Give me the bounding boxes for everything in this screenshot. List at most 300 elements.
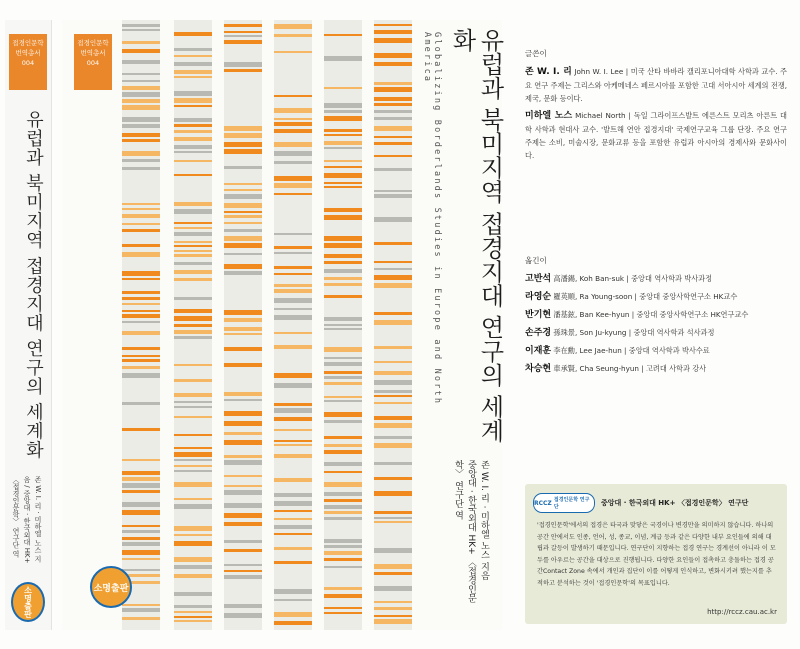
stripe-bar: [224, 48, 262, 53]
stripe-bar: [174, 98, 212, 103]
stripe-bar: [274, 220, 312, 225]
stripe-bar: [374, 485, 412, 488]
authors-heading: 글쓴이: [525, 49, 547, 58]
stripe-bar: [224, 156, 262, 161]
stripe-bar: [324, 492, 362, 496]
stripe-bar: [324, 342, 362, 344]
stripe-bar: [274, 433, 312, 437]
stripe-bar: [324, 551, 362, 555]
stripe-bar: [174, 118, 212, 122]
stripe-bar: [174, 197, 212, 200]
stripe-bar: [224, 236, 262, 241]
stripe-bar: [274, 567, 312, 572]
stripe-bar: [324, 261, 362, 264]
stripe-bar: [174, 348, 212, 352]
stripe-bar: [174, 379, 212, 382]
stripe-bar: [274, 360, 312, 365]
stripe-bar: [174, 250, 212, 252]
stripe-bar: [374, 202, 412, 207]
stripe-bar: [122, 510, 160, 515]
stripe-bar: [374, 168, 412, 171]
stripe-bar: [374, 548, 412, 553]
stripe-bar: [174, 110, 212, 113]
stripe-bar: [224, 253, 262, 255]
stripe-bar: [274, 408, 312, 413]
stripe-bar: [374, 564, 412, 569]
stripe-bar: [274, 289, 312, 293]
stripe-bar: [274, 448, 312, 450]
stripe-bar: [224, 613, 262, 618]
stripe-bar: [174, 410, 212, 412]
stripe-bar: [374, 126, 412, 131]
stripe-bar: [324, 594, 362, 598]
stripe-bar: [374, 217, 412, 222]
translator-roman: Ra Young-soon: [579, 292, 633, 301]
stripe-bar: [374, 517, 412, 519]
stripe-bar: [174, 254, 212, 257]
stripe-bar: [324, 566, 362, 568]
stripe-bar: [374, 82, 412, 85]
stripe-bar: [224, 522, 262, 526]
stripe-bar: [374, 142, 412, 145]
stripe-bar: [122, 99, 160, 103]
stripe-bar: [324, 124, 362, 126]
stripe-bar: [274, 308, 312, 310]
stripe-bar: [274, 88, 312, 91]
stripe-bar: [122, 409, 160, 414]
stripe-bar: [274, 424, 312, 426]
stripe-bar: [122, 558, 160, 560]
stripe-bar: [324, 499, 362, 502]
stripe-bar: [122, 113, 160, 115]
stripe-bar: [274, 429, 312, 431]
stripe-bar: [324, 24, 362, 26]
stripe-bar: [374, 117, 412, 120]
stripe-bar: [174, 406, 212, 408]
stripe-bar: [374, 312, 412, 315]
stripe-bar: [324, 134, 362, 136]
stripe-bar: [324, 532, 362, 536]
stripe-bar: [174, 620, 212, 622]
stripe-bar: [174, 354, 212, 359]
translator-hanja: 羅英順: [553, 292, 575, 301]
stripe-bar: [274, 227, 312, 231]
stripe-bar: [224, 80, 262, 85]
stripe-bar: [174, 292, 212, 295]
stripe-bar: [324, 303, 362, 307]
stripe-bar: [174, 459, 212, 461]
stripe-bar: [174, 324, 212, 327]
stripe-bar: [324, 335, 362, 340]
stripe-bar: [122, 381, 160, 383]
stripe-bar: [174, 440, 212, 445]
translator-name: 손주경: [525, 328, 552, 338]
translator-row: 반기현 潘基鉉, Ban Kee-hyun | 중앙대 중앙사학연구소 HK연구교수: [525, 310, 749, 320]
stripe-bar: [274, 193, 312, 195]
stripe-bar: [122, 41, 160, 44]
stripe-bar: [324, 222, 362, 227]
stripe-bar: [324, 619, 362, 623]
translator-hanja: 潘基鉉: [553, 310, 575, 319]
stripe-bar: [324, 420, 362, 423]
book-title: 유럽과 북미지역 접경지대 연구의 세계화: [448, 28, 504, 443]
stripe-bar: [324, 311, 362, 314]
stripe-bar: [324, 400, 362, 402]
stripe-bar: [374, 30, 412, 34]
stripe-bar: [122, 177, 160, 180]
stripe-bar: [122, 278, 160, 280]
stripe-bar: [324, 426, 362, 431]
stripe-bar: [324, 160, 362, 162]
stripe-bar: [374, 210, 412, 212]
rccz-logo: [533, 493, 595, 513]
stripe-bar: [174, 598, 212, 603]
stripe-bar: [122, 402, 160, 405]
stripe-bar: [274, 525, 312, 529]
stripe-bar: [224, 540, 262, 543]
stripe-bar: [122, 167, 160, 170]
author-bio-text: 독일 그라이프스발트 에른스트 모리츠 아른트 대학 사학과 현대사 교수. '발트해 연안 접경지대' 국제연구교육 그룹 단장. 주요 연구 주제는 소비, 미술시장, 문화교류 등을 포함한 유럽과 아시아의 경제사와 문화사이다.: [525, 111, 787, 160]
translator-role: 중앙대 중앙사학연구소 HK교수: [639, 292, 738, 301]
stripe-bar: [174, 364, 212, 366]
stripe-bar: [122, 229, 160, 232]
stripe-bar: [324, 80, 362, 82]
stripe-bar: [274, 233, 312, 235]
stripe-bar: [324, 152, 362, 156]
stripe-bar: [274, 463, 312, 467]
stripe-bar: [122, 359, 160, 362]
stripe-bar: [374, 453, 412, 458]
stripe-bar: [374, 226, 412, 230]
stripe-bar: [324, 450, 362, 454]
stripe-bar: [374, 242, 412, 245]
stripe-bar: [324, 539, 362, 543]
stripe-bar: [324, 34, 362, 36]
stripe-bar: [374, 147, 412, 152]
stripe-bar: [374, 47, 412, 49]
stripe-bar: [274, 176, 312, 181]
translator-role: 중앙대 중앙사학연구소 HK연구교수: [636, 310, 749, 319]
stripe-bar: [122, 394, 160, 397]
stripe-bar: [122, 203, 160, 205]
stripe-bar: [224, 133, 262, 138]
stripe-bar: [122, 29, 160, 31]
stripe-bar: [374, 122, 412, 124]
stripe-bar: [374, 579, 412, 581]
stripe-bar: [274, 24, 312, 29]
stripe-bar: [324, 324, 362, 326]
stripe-bar: [224, 271, 262, 275]
stripe-bar: [224, 485, 262, 487]
stripe-bar: [374, 532, 412, 536]
stripe-bar: [122, 366, 160, 369]
stripe-bar: [274, 576, 312, 579]
stripe-bar: [174, 191, 212, 195]
stripe-bar: [224, 455, 262, 458]
stripe-bar: [274, 547, 312, 550]
stripe-bar: [224, 581, 262, 585]
stripe-bar: [374, 182, 412, 187]
stripe-bar: [274, 493, 312, 497]
stripe-bar: [274, 540, 312, 545]
stripe-bar: [174, 492, 212, 496]
stripe-bar: [324, 75, 362, 77]
stripe-bar: [374, 595, 412, 599]
stripe-bar: [374, 365, 412, 368]
stripe-bar: [274, 246, 312, 249]
translator-hanja: 孫珠景: [553, 328, 575, 337]
stripe-bar: [174, 222, 212, 224]
stripe-bar: [122, 185, 160, 190]
stripe-bar: [224, 440, 262, 445]
stripe-bar: [174, 297, 212, 300]
stripe-bar: [274, 138, 312, 140]
author-line: 존 W. I. 리 · 미하엘 노스 지음: [479, 460, 489, 581]
box-header-text: 중앙대 · 한국외대 HK+ 〈접경인문학〉 연구단: [601, 499, 749, 507]
stripe-bar: [224, 372, 262, 375]
stripe-bar: [122, 151, 160, 156]
stripe-bar: [324, 457, 362, 459]
stripe-bar: [274, 239, 312, 243]
translator-hanja: 李在勳: [553, 346, 575, 355]
stripe-bar: [122, 562, 160, 564]
series-name: 접경인문학: [77, 39, 109, 47]
stripe-bar: [274, 605, 312, 610]
stripe-bar: [174, 40, 212, 45]
stripe-bar: [224, 189, 262, 191]
stripe-bar: [174, 156, 212, 158]
stripe-bar: [174, 91, 212, 96]
stripe-bar: [374, 176, 412, 180]
stripe-bar: [324, 141, 362, 145]
stripe-bar: [122, 550, 160, 555]
stripe-column: [224, 20, 262, 630]
stripe-bar: [174, 316, 212, 321]
stripe-bar: [324, 396, 362, 398]
stripe-bar: [324, 87, 362, 89]
stripe-bar: [274, 284, 312, 287]
stripe-bar: [224, 257, 262, 261]
stripe-bar: [174, 70, 212, 74]
stripe-bar: [122, 291, 160, 294]
stripe-bar: [224, 347, 262, 351]
stripe-bar: [224, 264, 262, 269]
stripe-bar: [174, 83, 212, 88]
stripe-bar: [374, 162, 412, 165]
stripe-bar: [224, 106, 262, 109]
stripe-bar: [374, 53, 412, 58]
stripe-bar: [374, 607, 412, 610]
stripe-bar: [324, 243, 362, 248]
stripe-bar: [374, 477, 412, 480]
stripe-bar: [122, 208, 160, 210]
back-cover: [505, 20, 790, 630]
stripe-bar: [174, 565, 212, 569]
stripe-bar: [324, 587, 362, 590]
stripe-bar: [224, 620, 262, 622]
stripe-bar: [374, 136, 412, 138]
stripe-bar: [174, 302, 212, 307]
translator-name: 차승현: [525, 364, 552, 374]
stripe-bar: [174, 202, 212, 206]
stripe-bar: [224, 310, 262, 315]
stripe-bar: [324, 116, 362, 121]
stripe-bar: [122, 24, 160, 27]
stripe-bar: [324, 607, 362, 609]
stripe-bar: [374, 252, 412, 256]
stripe-bar: [174, 24, 212, 29]
stripe-bar: [324, 182, 362, 184]
stripe-bar: [374, 110, 412, 113]
stripe-bar: [224, 467, 262, 471]
stripe-bar: [224, 229, 262, 232]
stripe-bar: [224, 411, 262, 416]
stripe-bar: [122, 483, 160, 488]
stripe-bar: [122, 490, 160, 493]
stripe-bar: [324, 471, 362, 473]
stripe-bar: [274, 280, 312, 282]
stripe-bar: [374, 68, 412, 72]
translator-row: 라영순 羅英順, Ra Young-soon | 중앙대 중앙사학연구소 HK교수: [525, 292, 738, 302]
stripe-bar: [122, 92, 160, 97]
stripe-bar: [174, 605, 212, 608]
translator-roman: Ban Kee-hyun: [579, 310, 630, 319]
stripe-bar: [274, 108, 312, 113]
stripe-bar: [174, 369, 212, 374]
stripe-bar: [274, 367, 312, 370]
stripe-bar: [122, 326, 160, 328]
stripe-bar: [324, 376, 362, 379]
translator-roman: Lee Jae-hun: [579, 346, 622, 355]
stripe-bar: [374, 558, 412, 560]
stripe-bar: [374, 103, 412, 106]
stripe-bar: [224, 173, 262, 175]
stripe-bar: [224, 448, 262, 451]
translator-name: 고반석: [525, 274, 552, 284]
stripe-bar: [274, 510, 312, 512]
stripe-bar: [174, 55, 212, 57]
stripe-bar: [374, 491, 412, 496]
stripe-bar: [374, 572, 412, 575]
stripe-bar: [324, 545, 362, 548]
author-bio: 미하엘 노스 Michael North | 독일 그라이프스발트 에른스트 모리츠 아른트 대학 사학과 현대사 교수. '발트해 연안 접경지대' 국제연구교육 그룹 단장. 주요 연구 주제는 소비, 미술시장, 문화교류 등을 포함한 유럽과 아시아의 경제사와 문화사이다.: [525, 111, 787, 160]
stripe-bar: [374, 527, 412, 530]
stripe-bar: [174, 270, 212, 274]
stripe-bar: [224, 97, 262, 102]
stripe-bar: [374, 371, 412, 375]
stripe-bar: [174, 278, 212, 281]
author-roman: Michael North: [575, 111, 626, 120]
stripe-bar: [274, 454, 312, 458]
stripe-bar: [324, 250, 362, 252]
stripe-bar: [374, 521, 412, 523]
stripe-bar: [324, 147, 362, 149]
stripe-bar: [374, 390, 412, 393]
series-badge-front: [74, 34, 112, 90]
stripe-bar: [174, 343, 212, 345]
stripe-bar: [324, 129, 362, 132]
stripe-bar: [274, 151, 312, 156]
stripe-bar: [122, 617, 160, 620]
stripe-bar: [324, 103, 362, 108]
stripe-bar: [274, 51, 312, 53]
stripe-bar: [122, 66, 160, 68]
stripe-bar: [274, 65, 312, 70]
stripe-bar: [374, 402, 412, 404]
stripe-bar: [122, 331, 160, 335]
stripe-bar: [374, 462, 412, 465]
stripe-bar: [174, 216, 212, 220]
stripe-bar: [374, 416, 412, 420]
stripe-bar: [374, 538, 412, 543]
stripe-bar: [374, 275, 412, 280]
stripe-bar: [224, 24, 262, 27]
stripe-bar: [174, 124, 212, 127]
stripe-bar: [174, 336, 212, 339]
stripe-bar: [374, 470, 412, 472]
stripe-bar: [324, 236, 362, 241]
series-number: 004: [86, 59, 100, 67]
stripe-bar: [224, 142, 262, 147]
stripe-bar: [122, 502, 160, 507]
stripe-bar: [122, 347, 160, 350]
stripe-bar: [324, 173, 362, 178]
translator-row: 이재훈 李在勳, Lee Jae-hun | 중앙대 역사학과 박사수료: [525, 346, 710, 356]
translator-list: [525, 270, 787, 378]
stripe-bar: [324, 357, 362, 359]
stripe-bar: [122, 105, 160, 110]
box-body-text: '접경인문학'에서의 접경은 타국과 맞닿은 국경이나 변경만을 의미하지 않습니다. 하나의 공간 안에서도 인종, 언어, 성, 종교, 이념, 계급 등과 같은 다양한 내부 요인들에 의해 대립과 갈등이 발생하기 때문입니다. 연구단이 지향하는 접경 연구는 경계선이 아니라 이 모두를 아우르는 공간을 대상으로 진행됩니다. 다양한 요인들이 접촉하고 충돌하는 접경 공간Contact Zone 속에서 개인과 집단이 이를 어떻게 인식하고, 변화시키려 했는지를 추적하고 분석하는 것이 '접경인문학'의 목표입니다.: [537, 522, 776, 587]
website-url: http://rccz.cau.ac.kr: [707, 608, 777, 616]
stripe-bar: [324, 558, 362, 561]
translator-hanja: 高潘錫: [553, 274, 575, 283]
stripe-bar: [174, 423, 212, 425]
stripe-bar: [174, 482, 212, 487]
stripe-bar: [174, 286, 212, 289]
translator-role: 중앙대 역사학과 박사과정: [631, 274, 713, 283]
stripe-bar: [274, 589, 312, 594]
stripe-bar: [224, 177, 262, 179]
translator-role: 중앙대 역사학과 석사과정: [633, 328, 715, 337]
stripe-bar: [122, 428, 160, 431]
stripe-bar: [224, 575, 262, 579]
translator-row: 차승현 車承賢, Cha Seung-hyun | 고려대 사학과 강사: [525, 364, 707, 374]
stripe-bar: [274, 197, 312, 202]
stripe-bar: [122, 265, 160, 269]
stripe-bar: [224, 126, 262, 131]
stripe-bar: [122, 310, 160, 312]
stripe-bar: [374, 511, 412, 514]
stripe-bar: [224, 119, 262, 121]
stripe-bar: [122, 223, 160, 225]
stripe-bar: [174, 452, 212, 457]
stripe-bar: [122, 443, 160, 448]
stripe-bar: [174, 137, 212, 141]
translator-row: 고반석 高潘錫, Koh Ban-suk | 중앙대 역사학과 박사과정: [525, 274, 713, 284]
stripe-bar: [224, 333, 262, 335]
stripe-bar: [174, 165, 212, 169]
stripe-bar: [224, 327, 262, 331]
stripe-bar: [122, 464, 160, 469]
translator-name: 이재훈: [525, 346, 552, 356]
stripe-bar: [224, 564, 262, 566]
stripe-bar: [324, 436, 362, 439]
stripe-bar: [374, 97, 412, 101]
stripe-bar: [224, 62, 262, 67]
stripe-bar: [324, 317, 362, 321]
stripe-bar: [174, 429, 212, 432]
stripe-bar: [274, 338, 312, 341]
